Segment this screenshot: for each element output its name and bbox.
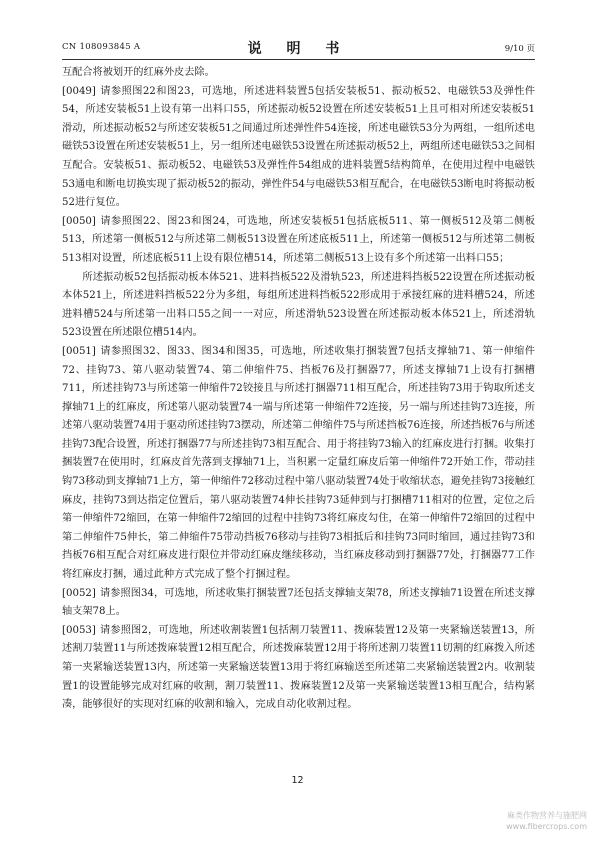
page-header bbox=[62, 38, 535, 58]
paragraph-0050-cont bbox=[62, 269, 535, 343]
watermark-line-1: 麻类作物营养与施肥网 bbox=[507, 811, 587, 820]
page-number: 12 bbox=[291, 775, 304, 786]
paragraph-number: [0050] bbox=[62, 215, 96, 227]
paragraph-text: 互配合将被划开的红麻外皮去除。 bbox=[62, 67, 215, 78]
paragraph-number: [0053] bbox=[62, 624, 96, 636]
document-title: 说 明 书 bbox=[247, 41, 350, 57]
paragraph-0051 bbox=[62, 343, 535, 585]
document-body bbox=[62, 64, 535, 715]
paragraph-text: 请参照图32、图33、图34和图35，可选地，所述收集打捆装置7包括支撑轴71、第一伸缩件72、挂钩73、第八驱动装置74、第二伸缩件75、挡板76及打捆器77，所述支撑轴71上设有打捆槽711，所述挂钩73与所述第一伸缩件72铰接且与所述打捆器711相互配合，所述挂钩73用于钩取所述支撑轴71上的红麻皮，所述第八驱动装置74一端与所述第一伸缩件72连接，另一端与所述挂钩73连接，所述第八驱动装置74用于驱动所述挂钩73摆动，所述第二伸缩件75与所述挡板76连接，所述挡板76与所述挂钩73配合设置，所述打捆器77与所述挂钩73相互配合、用于将挂钩73输入的红麻皮进行打捆。收集打捆装置7在使用时，红麻皮首先落到支撑轴71上，当积累一定量红麻皮后第一伸缩件72开始工作，带动挂钩73移动到支撑轴71上方，第一伸缩件72移动过程中第八驱动装置74处于收缩状态，避免挂钩73接触红麻皮，挂钩73到达指定位置后，第八驱动装置74伸长挂钩73延伸到与打捆槽711相对的位置，定位之后第一伸缩件72缩回，在第一伸缩件72缩回的过程中挂钩73将红麻皮勾住，在第一伸缩件72缩回的过程中第二伸缩件75伸长，第二伸缩件75带动挡板76移动与挂钩73相抵后和挂钩73同时缩回，通过挂钩73和挡板76相互配合对红麻皮进行限位并带动红麻皮继续移动，当红麻皮移动到打捆器77处，打捆器77工作将红麻皮打捆，通过此种方式完成了整个打捆过程。 bbox=[62, 345, 535, 581]
paragraph-number: [0052] bbox=[62, 587, 96, 599]
paragraph-text: 请参照图2，可选地，所述收割装置1包括割刀装置11、拨麻装置12及第一夹紧输送装置13，所述割刀装置11与所述拨麻装置12相互配合，所述拨麻装置12用于将所述割刀装置11切割的红麻拨入所述第一夹紧输送装置13内，所述第一夹紧输送装置13用于将红麻输送至所述第二夹紧输送装置2内。收割装置1的设置能够完成对红麻的收割，割刀装置11、拨麻装置12及第一夹紧输送装置13相互配合，结构紧凑，能够很好的实现对红麻的收割和输入，完成自动化收割过程。 bbox=[62, 624, 535, 711]
paragraph-text: 请参照图22、图23和图24，可选地，所述安装板51包括底板511、第一侧板512及第二侧板513，所述第一侧板512与所述第二侧板513设置在所述底板511上，所述第一侧板512与所述第二侧板513相对设置，所述底板511上设有限位槽514，所述第二侧板513上设有多个所述第一出料口55； bbox=[62, 215, 535, 264]
paragraph-text: 请参照图34，可选地，所述收集打捆装置7还包括支撑轴支架78，所述支撑轴71设置在所述支撑轴支架78上。 bbox=[62, 587, 535, 618]
website-watermark bbox=[506, 810, 587, 832]
publication-number: CN 108093845 A bbox=[62, 42, 141, 52]
paragraph-text: 所述振动板52包括振动板本体521、进料挡板522及滑轨523，所述进料挡板522设置在所述振动板本体521上，所述进料挡板522分为多组，每组所述进料挡板522形成用于承接红麻的进料槽524，所述进料槽524与所述第一出料口55之间一一对应，所述滑轨523设置在所述振动板本体521上，所述滑轨523设置在所述限位槽514内。 bbox=[62, 271, 535, 339]
paragraph-number: [0049] bbox=[62, 85, 96, 97]
paragraph-0053 bbox=[62, 622, 535, 715]
paragraph-continuation bbox=[62, 64, 535, 83]
paragraph-0052 bbox=[62, 585, 535, 622]
page-indicator: 9/10 页 bbox=[504, 44, 535, 54]
header-divider bbox=[62, 59, 535, 60]
watermark-line-2: www.fibercrops.com bbox=[506, 822, 587, 831]
paragraph-number: [0051] bbox=[62, 345, 96, 357]
paragraph-text: 请参照图22和图23，可选地，所述进料装置5包括安装板51、振动板52、电磁铁53及弹性件54，所述安装板51上设有第一出料口55，所述振动板52设置在所述安装板51上且可相对所述安装板51滑动，所述振动板52与所述安装板51之间通过所述弹性件54连接，所述电磁铁53分为两组，一组所述电磁铁53设置在所述安装板51上，另一组所述电磁铁53设置在所述振动板52上，两组所述电磁铁53之间相互配合。安装板51、振动板52、电磁铁53及弹性件54组成的进料装置5结构简单，在使用过程中电磁铁53通电和断电切换实现了振动板52的振动，弹性件54与电磁铁53相互配合，在电磁铁53断电时将振动板52进行复位。 bbox=[62, 85, 535, 209]
paragraph-0049 bbox=[62, 83, 535, 213]
paragraph-0050 bbox=[62, 213, 535, 269]
